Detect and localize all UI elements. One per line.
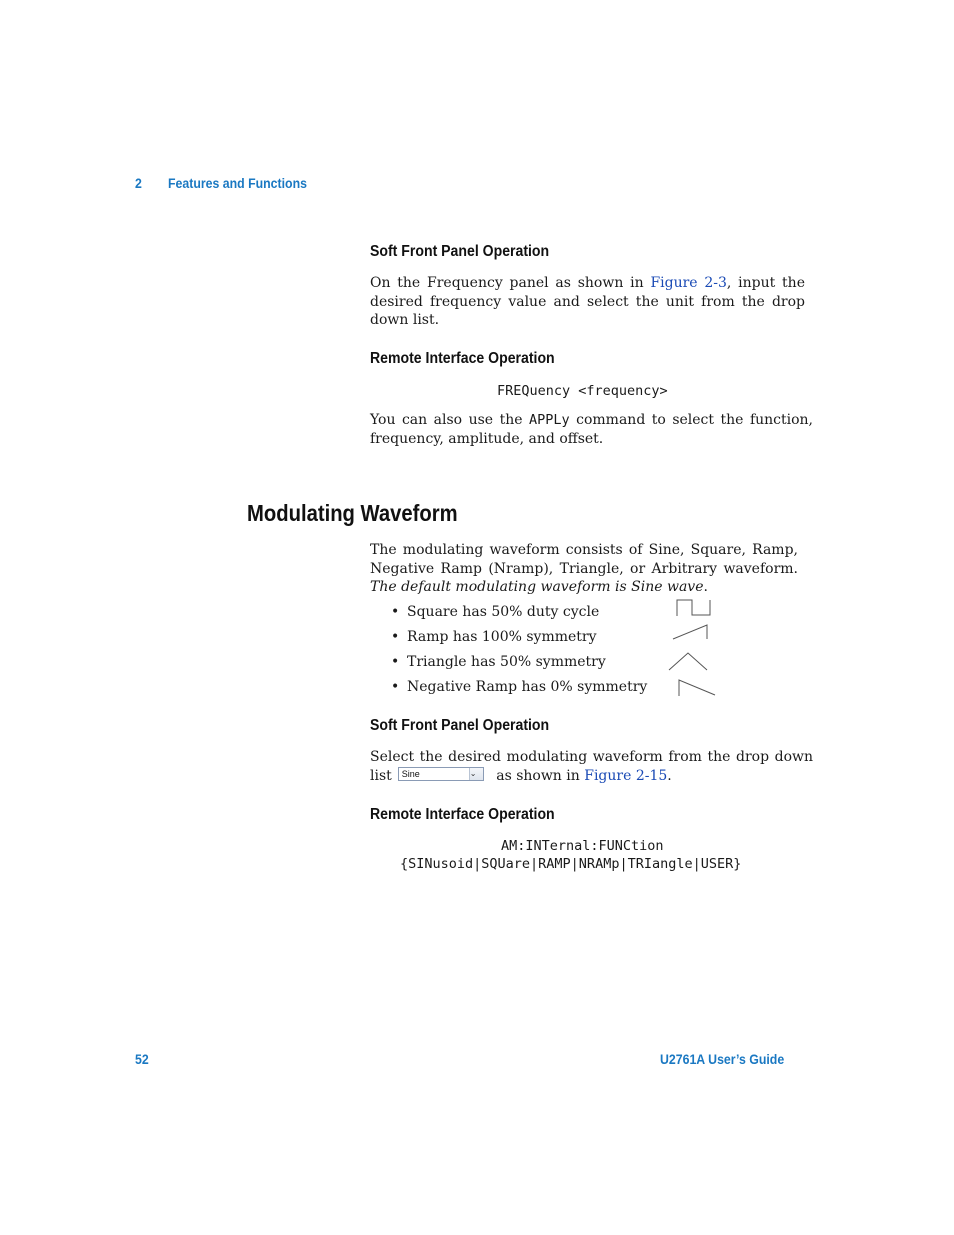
list-item-text: Triangle has 50% symmetry [407,654,606,670]
remote-command-line-2: {SINusoid|SQUare|RAMP|NRAMp|TRIangle|USER} [400,856,742,872]
figure-link[interactable]: Figure 2-3 [650,275,727,291]
soft-panel-heading: Soft Front Panel Operation [370,717,550,734]
dropdown-value: Sine [401,768,420,779]
negative-ramp-wave-icon [675,676,719,698]
soft-panel-paragraph [370,748,813,785]
paragraph-text: You can also use the [370,412,529,428]
section-heading: Modulating Waveform [247,500,458,526]
soft-panel-paragraph [370,274,805,330]
bullet-dot: • [391,654,400,670]
paragraph-period: . [703,579,708,595]
waveform-dropdown[interactable] [398,767,484,781]
figure-link[interactable]: Figure 2-15 [584,767,668,784]
paragraph-text: . [667,767,672,784]
paragraph-text: Select the desired modulating waveform from the drop down list [370,749,813,784]
guide-title: U2761A User’s Guide [660,1051,785,1067]
chapter-title: Features and Functions [168,175,307,191]
paragraph-text: as shown in [491,767,585,784]
square-wave-icon [674,598,714,618]
bullet-dot: • [391,629,400,645]
paragraph-text: The modulating waveform consists of Sine, Square, Ramp, Negative Ramp (Nramp), Triangle, or Arbitrary waveform. [370,542,798,577]
remote-command: FREQuency <frequency> [497,383,668,399]
apply-paragraph [370,411,813,448]
paragraph-text: On the Frequency panel as shown in [370,275,651,291]
remote-heading: Remote Interface Operation [370,806,555,823]
default-waveform-note: The default modulating waveform is Sine wave [370,579,704,595]
paragraph-text: , input the desired frequency value and select the unit from the drop down list. [370,275,805,328]
list-item-text: Square has 50% duty cycle [407,604,600,620]
chapter-number: 2 [135,175,142,191]
list-item-text: Negative Ramp has 0% symmetry [407,679,648,695]
soft-panel-heading: Soft Front Panel Operation [370,243,550,260]
apply-keyword: APPLy [529,412,570,428]
remote-command-line-1: AM:INTernal:FUNCtion [501,838,664,854]
ramp-wave-icon [670,622,712,642]
bullet-dot: • [391,604,400,620]
bullet-dot: • [391,679,400,695]
list-item-text: Ramp has 100% symmetry [407,629,597,645]
page-number: 52 [135,1051,149,1067]
remote-heading: Remote Interface Operation [370,350,555,367]
paragraph-text: command to select the function, frequency, amplitude, and offset. [370,412,813,447]
intro-paragraph [370,541,798,597]
triangle-wave-icon [667,650,711,672]
chevron-down-icon[interactable]: ⌄ [469,768,483,780]
